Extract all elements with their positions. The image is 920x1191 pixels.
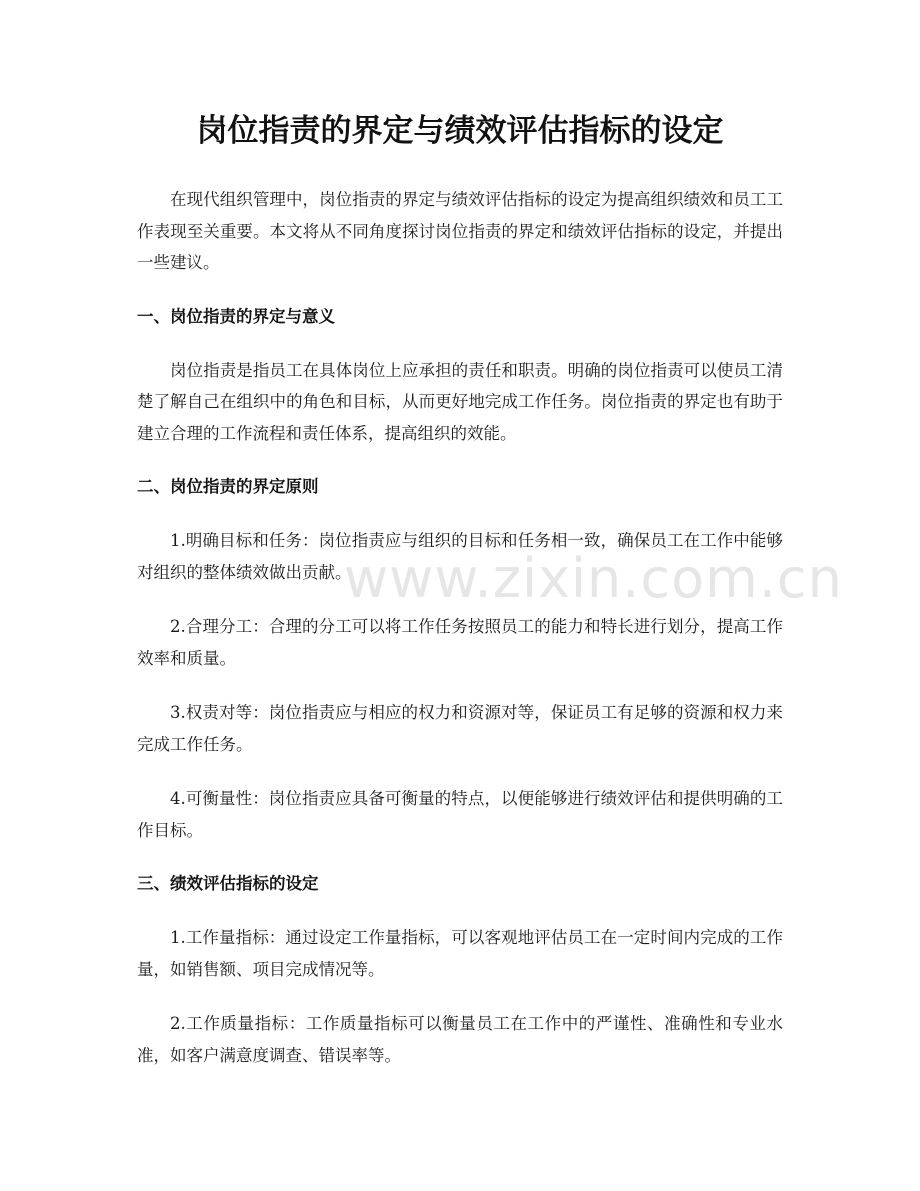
intro-paragraph: 在现代组织管理中，岗位指责的界定与绩效评估指标的设定为提高组织绩效和员工工作表现至关重要。本文将从不同角度探讨岗位指责的界定和绩效评估指标的设定，并提出一些建议。 [137,190,783,272]
watermark-text: www.zixin.com.cn [344,547,843,610]
section-heading-3: 三、绩效评估指标的设定 [137,874,319,893]
section-2-paragraph-3: 3.权责对等：岗位指责应与相应的权力和资源对等，保证员工有足够的资源和权力来完成工作任务。 [137,703,783,754]
section-heading-2: 二、岗位指责的界定原则 [137,477,319,496]
section-2-paragraph-1: 1.明确目标和任务：岗位指责应与组织的目标和任务相一致，确保员工在工作中能够对组织的整体绩效做出贡献。 [137,531,783,582]
document-title: 岗位指责的界定与绩效评估指标的设定 [196,113,724,149]
document-body [137,184,783,1094]
section-3-paragraph-1: 1.工作量指标：通过设定工作量指标，可以客观地评估员工在一定时间内完成的工作量，如销售额、项目完成情况等。 [137,928,783,979]
section-2-paragraph-4: 4.可衡量性：岗位指责应具备可衡量的特点，以便能够进行绩效评估和提供明确的工作目标。 [137,789,783,840]
section-1-paragraph-1: 岗位指责是指员工在具体岗位上应承担的责任和职责。明确的岗位指责可以使员工清楚了解自己在组织中的角色和目标，从而更好地完成工作任务。岗位指责的界定也有助于建立合理的工作流程和责任体系，提高组织的效能。 [137,360,783,443]
section-3-paragraph-2: 2.工作质量指标：工作质量指标可以衡量员工在工作中的严谨性、准确性和专业水准，如客户满意度调查、错误率等。 [137,1014,783,1065]
section-heading-1: 一、岗位指责的界定与意义 [137,306,335,326]
section-2-paragraph-2: 2.合理分工：合理的分工可以将工作任务按照员工的能力和特长进行划分，提高工作效率和质量。 [137,617,783,668]
